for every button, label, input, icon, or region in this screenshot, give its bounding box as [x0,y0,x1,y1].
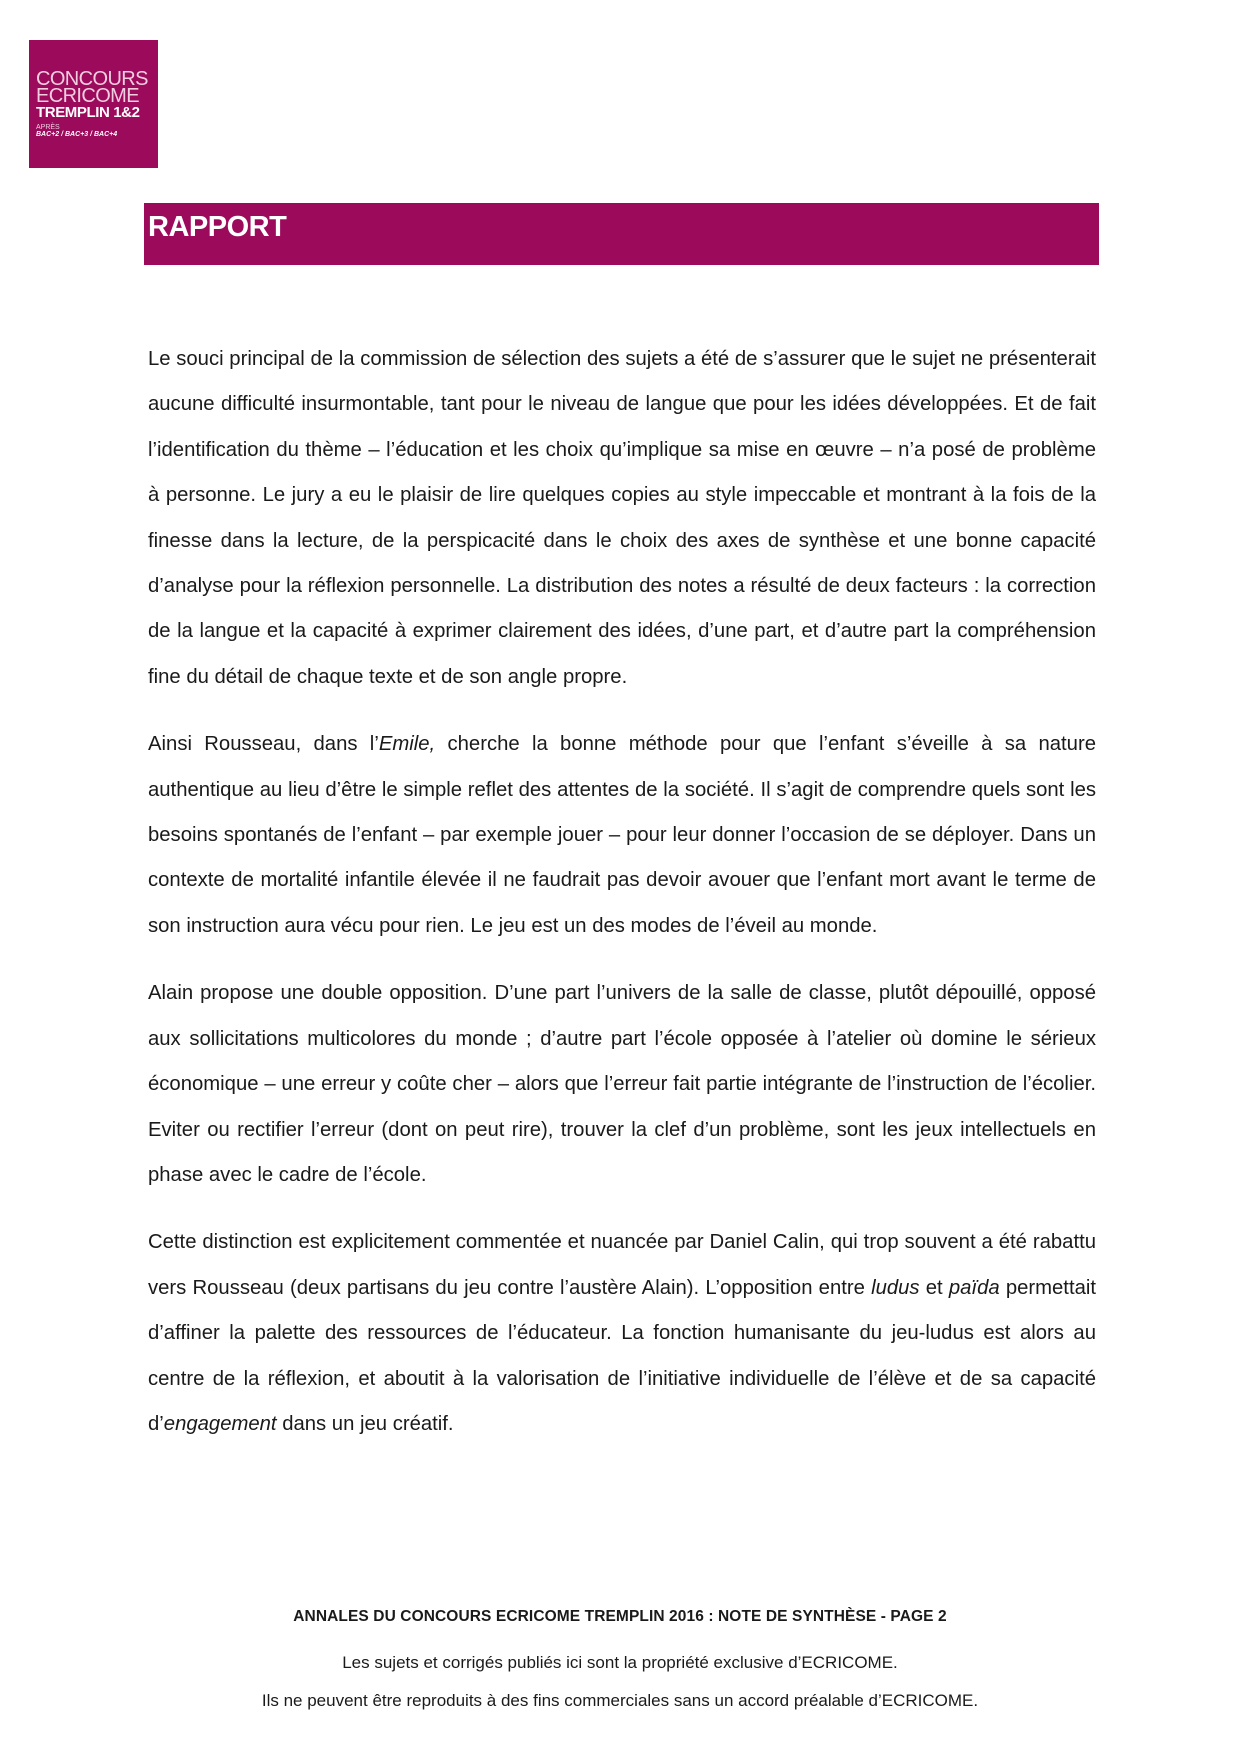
paragraph-4-text-b: et [919,1276,949,1299]
paragraph-2-text-a: Ainsi Rousseau, dans l’ [148,733,379,756]
section-banner [144,203,1099,265]
paragraph-4-text-c: permettait d’affiner la palette des ressources de l’éducateur. La fonction humanisante du jeu-ludus est alors au centre de la réflexion, et aboutit à la valorisation de l’initiative individuelle de l’élève et de sa capacité d’ [148,1276,1097,1435]
paragraph-2-title-emile: Emile, [378,733,436,756]
paragraph-1 [148,337,1096,700]
paragraph-4-term-paida: païda [948,1276,1000,1299]
logo-line-apres: APRÈS [36,124,60,131]
report-body [148,337,1096,1469]
footer-copyright-line-1: Les sujets et corrigés publiés ici sont la propriété exclusive d’ECRICOME. [342,1653,898,1672]
section-title: RAPPORT [148,211,287,243]
footer-copyright-line-2: Ils ne peuvent être reproduits à des fins commerciales sans un accord préalable d’ECRICOME. [261,1691,979,1710]
paragraph-3-text: Alain propose une double opposition. D’une part l’univers de la salle de classe, plutôt dépouillé, opposé aux sollicitations multicolores du monde ; d’autre part l’école opposée à l’atelier où domine le sérieux économique – une erreur y coûte cher – alors que l’erreur fait partie intégrante de l’instruction de l’écolier. Eviter ou rectifier l’erreur (dont on peut rire), trouver la clef d’un problème, sont les jeux intellectuels en phase avec le cadre de l’école. [148,982,1096,1186]
ecricome-logo [29,40,158,168]
paragraph-4 [148,1220,1096,1447]
paragraph-4-text-a: Cette distinction est explicitement commentée et nuancée par Daniel Calin, qui trop souvent a été rabattu vers Rousseau (deux partisans du jeu contre l’austère Alain). L’opposition entre [148,1231,1096,1299]
logo-line-concours: CONCOURS [36,68,148,90]
logo-line-ecricome: ECRICOME [36,85,139,107]
paragraph-2 [148,722,1096,949]
paragraph-2-text-b: cherche la bonne méthode pour que l’enfant s’éveille à sa nature authentique au lieu d’être le simple reflet des attentes de la société. Il s’agit de comprendre quels sont les besoins spontanés de l’enfant – par exemple jouer – pour leur donner l’occasion de se déployer. Dans un contexte de mortalité infantile élevée il ne faudrait pas devoir avouer que l’enfant mort avant le terme de son instruction aura vécu pour rien. Le jeu est un des modes de l’éveil au monde. [148,733,1096,937]
logo-line-bac: BAC+2 / BAC+3 / BAC+4 [36,131,118,138]
paragraph-4-term-ludus: ludus [871,1276,920,1299]
footer-title: ANNALES DU CONCOURS ECRICOME TREMPLIN 2016 : NOTE DE SYNTHÈSE - PAGE 2 [293,1608,947,1625]
logo-line-tremplin: TREMPLIN 1&2 [36,104,140,121]
paragraph-3 [148,971,1096,1198]
paragraph-4-text-d: dans un jeu créatif. [276,1412,454,1435]
paragraph-1-text: Le souci principal de la commission de sélection des sujets a été de s’assurer que le sujet ne présenterait aucune difficulté insurmontable, tant pour le niveau de langue que pour les idées développées. Et de fait l’identification du thème – l’éducation et les choix qu’implique sa mise en œuvre – n’a posé de problème à personne. Le jury a eu le plaisir de lire quelques copies au style impeccable et montrant à la fois de la finesse dans la lecture, de la perspicacité dans le choix des axes de synthèse et une bonne capacité d’analyse pour la réflexion personnelle. La distribution des notes a résulté de deux facteurs : la correction de la langue et la capacité à exprimer clairement des idées, d’une part, et d’autre part la compréhension fine du détail de chaque texte et de son angle propre. [148,348,1096,688]
paragraph-4-term-engagement: engagement [163,1412,277,1435]
